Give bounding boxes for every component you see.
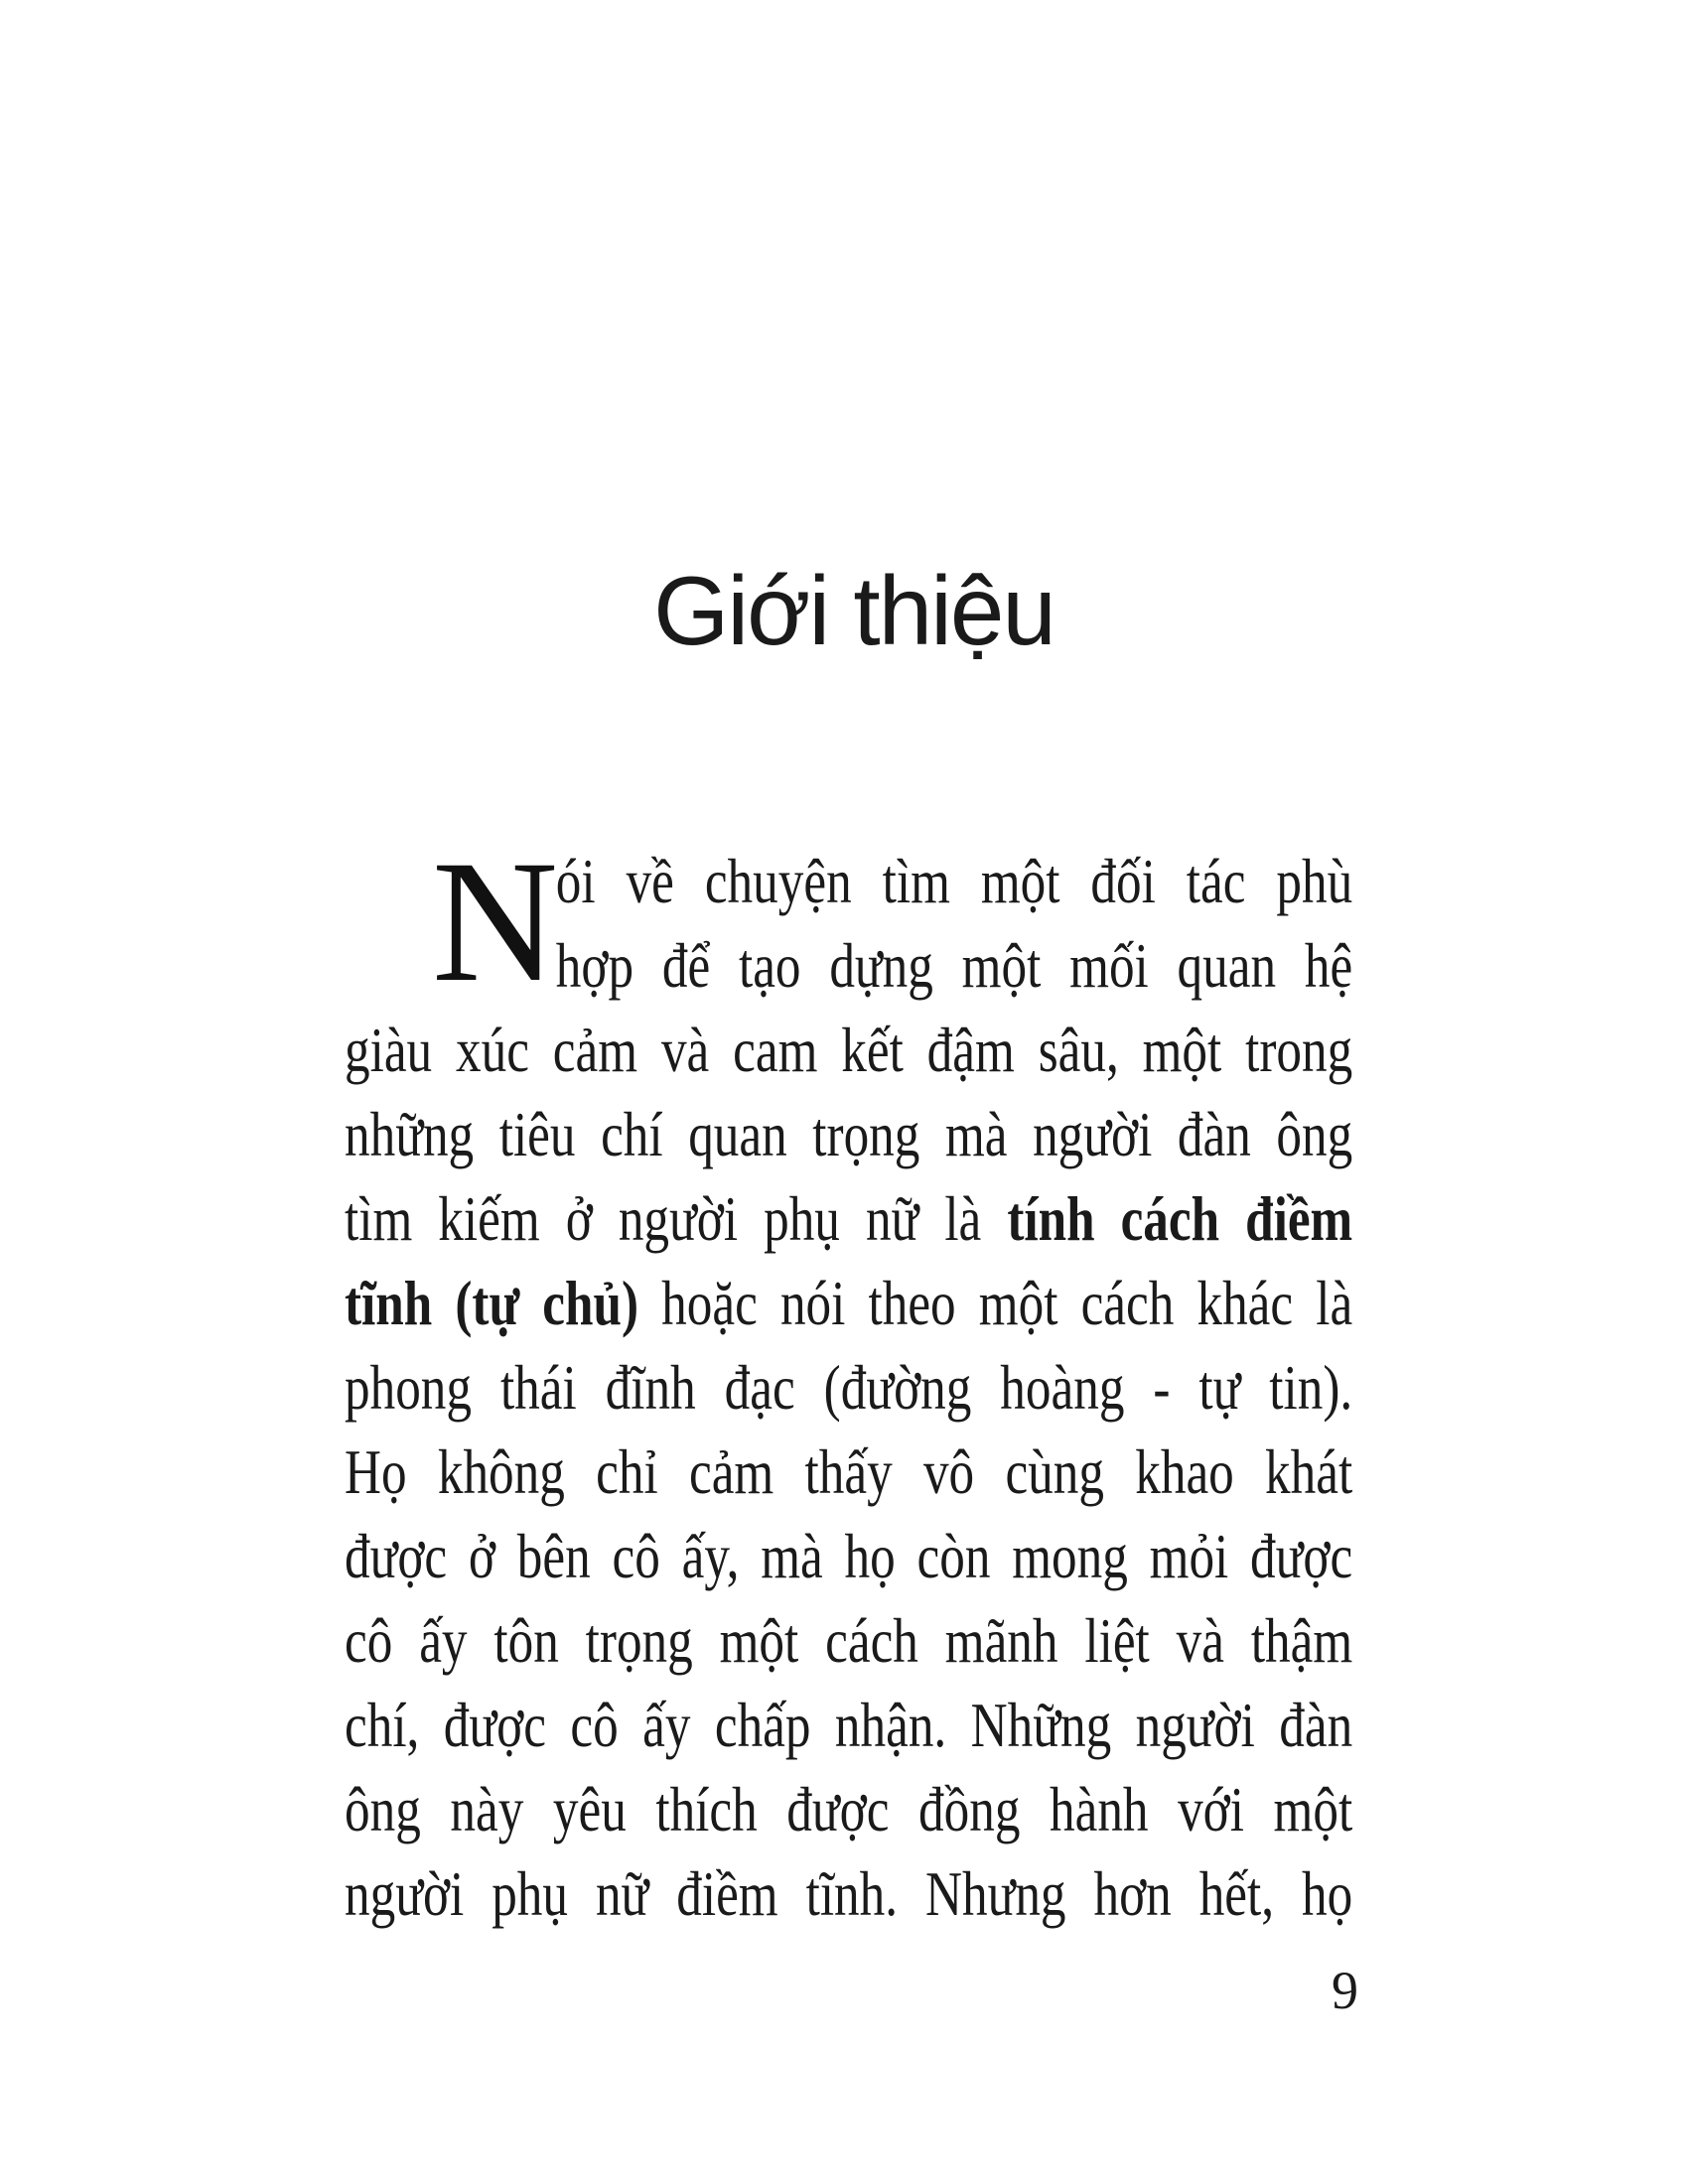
body-paragraph	[345, 825, 1353, 1936]
text-segment: hợp để tạo dựng một mối quan hệ	[555, 930, 1353, 1001]
body-line	[345, 1851, 1352, 1936]
text-segment: phong thái đĩnh đạc (đường hoàng - tự tin).	[345, 1352, 1353, 1423]
text-segment: hoặc nói theo một cách khác là	[661, 1268, 1353, 1338]
body-line	[345, 1598, 1352, 1683]
text-segment: chí, được cô ấy chấp nhận. Những người đàn	[345, 1690, 1353, 1760]
body-line	[345, 1430, 1352, 1514]
chapter-title: Giới thiệu	[653, 556, 1055, 665]
text-segment-bold: tính cách điềm	[1007, 1183, 1353, 1254]
body-line	[345, 839, 1352, 923]
body-line	[345, 923, 1352, 1008]
text-segment: những tiêu chí quan trọng mà người đàn ông	[345, 1099, 1353, 1169]
text-segment: ông này yêu thích được đồng hành với một	[345, 1774, 1353, 1844]
body-line	[345, 1176, 1352, 1261]
text-segment: cô ấy tôn trọng một cách mãnh liệt và thậm	[345, 1605, 1353, 1676]
body-line	[345, 1261, 1352, 1345]
text-segment-bold: tĩnh (tự chủ)	[345, 1268, 662, 1338]
body-line	[345, 1683, 1352, 1767]
text-segment: người phụ nữ điềm tĩnh. Nhưng hơn hết, họ	[345, 1858, 1353, 1929]
body-line	[345, 1092, 1352, 1176]
body-line	[345, 1514, 1352, 1598]
page-number: 9	[1332, 1961, 1358, 2020]
drop-cap: N	[432, 825, 559, 1019]
text-segment: ói về chuyện tìm một đối tác phù	[555, 846, 1353, 916]
body-line	[345, 1345, 1352, 1430]
text-segment: được ở bên cô ấy, mà họ còn mong mỏi được	[345, 1521, 1353, 1591]
body-line	[345, 1767, 1352, 1851]
text-segment: giàu xúc cảm và cam kết đậm sâu, một trong	[345, 1015, 1353, 1085]
text-segment: tìm kiếm ở người phụ nữ là	[345, 1183, 1008, 1254]
text-segment: Họ không chỉ cảm thấy vô cùng khao khát	[345, 1436, 1353, 1507]
body-line	[345, 1008, 1352, 1092]
